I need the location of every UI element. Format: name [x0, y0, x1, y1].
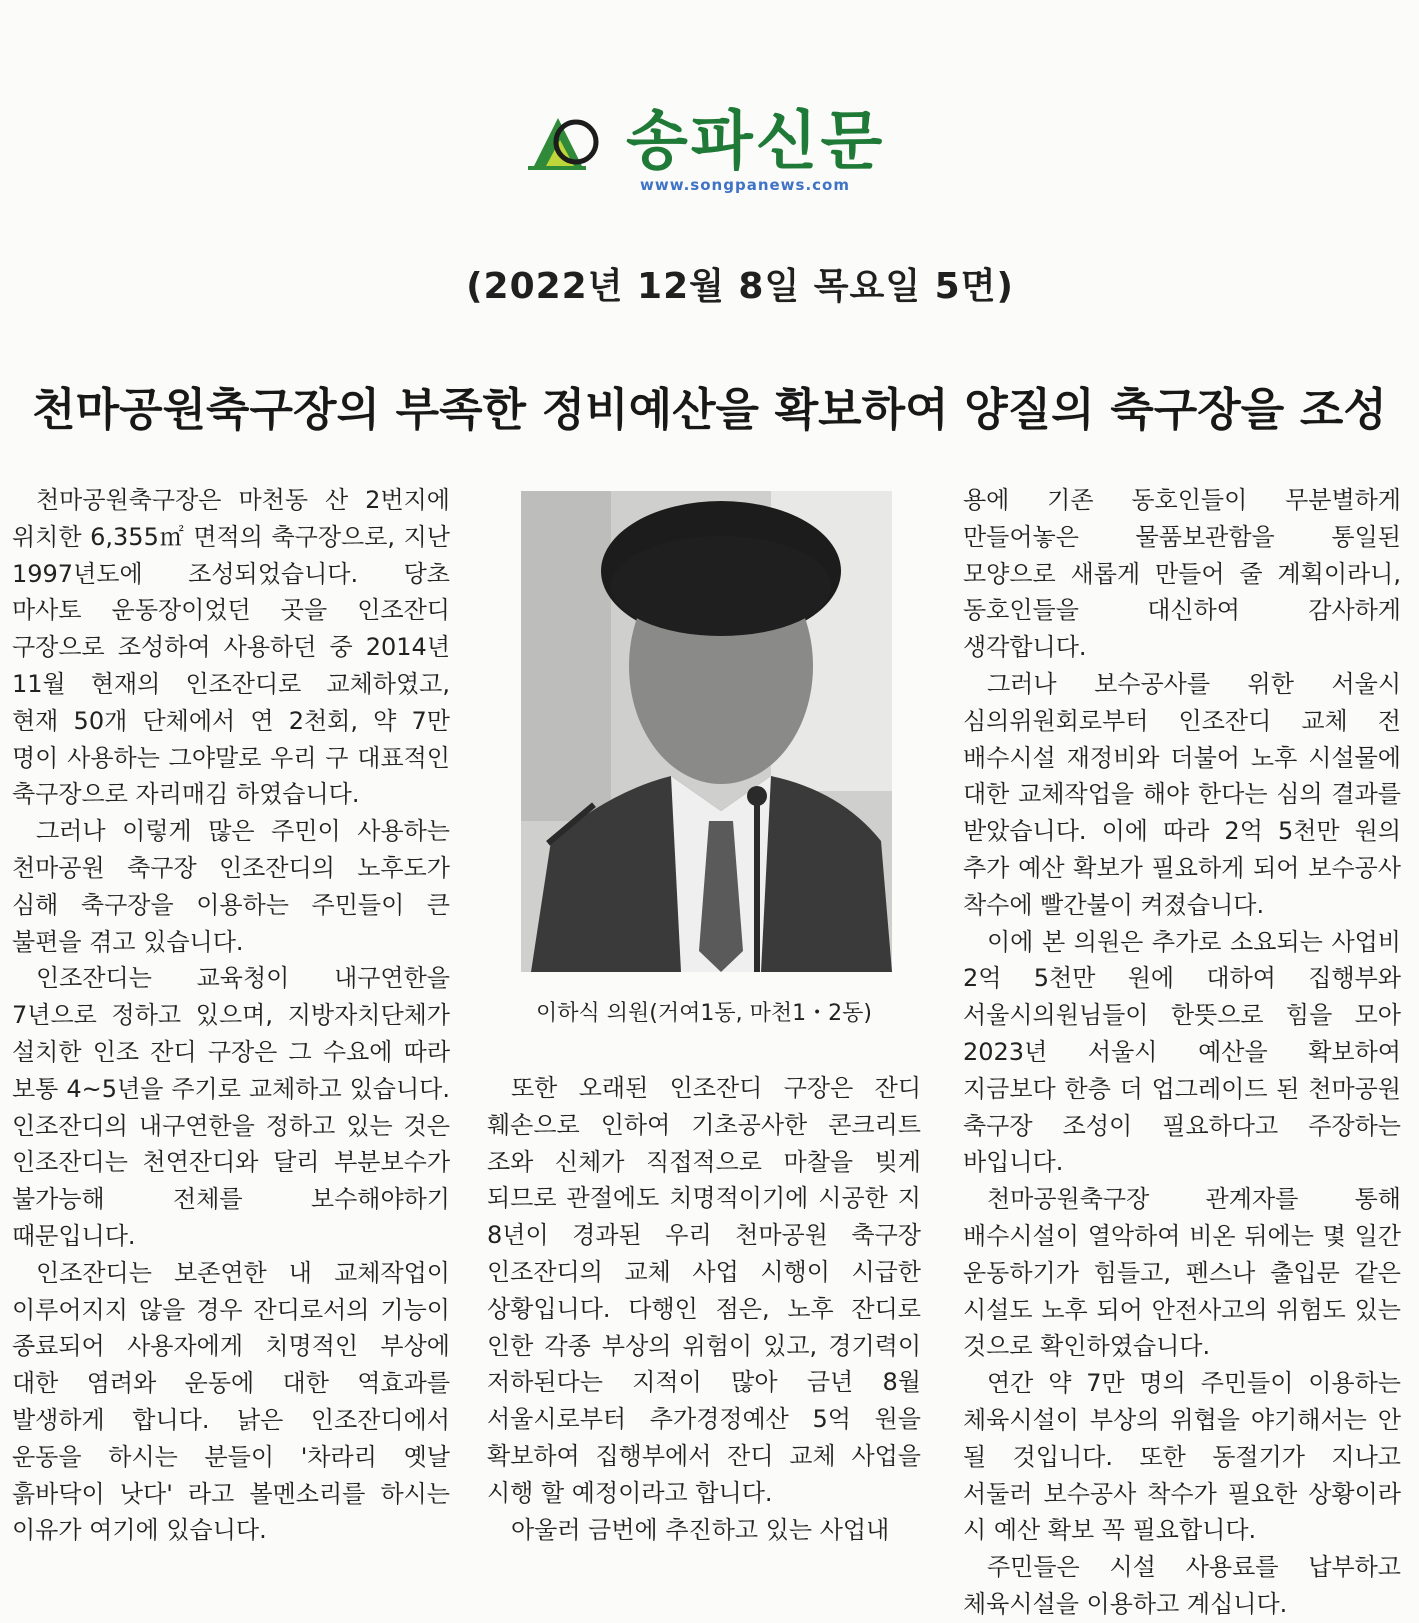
article-column-1: [12, 482, 450, 1549]
paragraph: 이에 본 의원은 추가로 소요되는 사업비 2억 5천만 원에 대하여 집행부와 서울시의원님들이 한뜻으로 힘을 모아 2023년 서울시 예산을 확보하여 지금보다 한층 더 업그레이드 된 천마공원 축구장 조성이 필요하다고 주장하는 바입니다.: [963, 927, 1401, 1177]
newspaper-url: www.songpanews.com: [640, 176, 850, 194]
paragraph: 천마공원축구장 관계자를 통해 배수시설이 열악하여 비온 뒤에는 몇 일간 운동하기가 힘들고, 펜스나 출입문 같은 시설도 노후 되어 안전사고의 위험도 있는 것으로 확인하였습니다.: [963, 1185, 1401, 1361]
paragraph: 인조잔디는 교육청이 내구연한을 7년으로 정하고 있으며, 지방자치단체가 설치한 인조 잔디 구장은 그 수요에 따라 보통 4~5년을 주기로 교체하고 있습니다. 인조잔디의 내구연한을 정하고 있는 것은 인조잔디는 천연잔디와 달리 부분보수가 불가능해 전체를 보수해야하기 때문입니다.: [12, 964, 450, 1250]
paragraph: 연간 약 7만 명의 주민들이 이용하는 체육시설이 부상의 위협을 야기해서는 안 될 것입니다. 또한 동절기가 지나고 서둘러 보수공사 착수가 필요한 상황이라 시 예산 확보 꼭 필요합니다.: [963, 1369, 1401, 1545]
paragraph: 또한 오래된 인조잔디 구장은 잔디 훼손으로 인하여 기초공사한 콘크리트 조와 신체가 직접적으로 마찰을 빚게 되므로 관절에도 치명적이기에 시공한 지 8년이 경과된 우리 천마공원 축구장 인조잔디의 교체 사업 시행이 시급한 상황입니다. 다행인 점은, 노후 잔디로 인한 각종 부상의 위험이 있고, 경기력이 저하된다는 지적이 많아 금년 8월 서울시로부터 추가경정예산 5억 원을 확보하여 집행부에서 잔디 교체 사업을 시행 할 예정이라고 합니다.: [487, 1074, 921, 1507]
photo-caption: 이하식 의원(거여1동, 마천1・2동): [536, 1001, 872, 1026]
masthead: [528, 100, 928, 200]
paragraph: 그러나 보수공사를 위한 서울시 심의위원회로부터 인조잔디 교체 전 배수시설 재정비와 더불어 노후 시설물에 대한 교체작업을 해야 한다는 심의 결과를 받았습니다. 이에 따라 2억 5천만 원의 추가 예산 확보가 필요하게 되어 보수공사 착수에 빨간불이 켜졌습니다.: [963, 669, 1401, 919]
paragraph: 천마공원축구장은 마천동 산 2번지에 위치한 6,355㎡ 면적의 축구장으로, 지난 1997년도에 조성되었습니다. 당초 마사토 운동장이었던 곳을 인조잔디 구장으로 조성하여 사용하던 중 2014년 11월 현재의 인조잔디로 교체하였고, 현재 50개 단체에서 연 2천회, 약 7만 명이 사용하는 그야말로 우리 구 대표적인 축구장으로 자리매김 하였습니다.: [12, 486, 450, 809]
paragraph: 그러나 이렇게 많은 주민이 사용하는 천마공원 축구장 인조잔디의 노후도가 심해 축구장을 이용하는 주민들이 큰 불편을 겪고 있습니다.: [12, 817, 450, 956]
paragraph: 용에 기존 동호인들이 무분별하게 만들어놓은 물품보관함을 통일된 모양으로 새롭게 만들어 줄 계획이라니, 동호인들을 대신하여 감사하게 생각합니다.: [963, 486, 1401, 662]
paragraph: 아울러 금번에 추진하고 있는 사업내: [511, 1515, 890, 1544]
article-column-2: [487, 1070, 921, 1548]
newspaper-name: 송파신문: [626, 105, 886, 179]
paragraph: 주민들은 시설 사용료를 납부하고 체육시설을 이용하고 계십니다.: [963, 1553, 1401, 1618]
article-column-3: [963, 482, 1401, 1623]
newspaper-logo-icon: [528, 110, 608, 172]
councilor-photo: [521, 491, 892, 972]
paragraph: 인조잔디는 보존연한 내 교체작업이 이루어지지 않을 경우 잔디로서의 기능이 종료되어 사용자에게 치명적인 부상에 대한 염려와 운동에 대한 역효과를 발생하게 합니다. 낡은 인조잔디에서 운동을 하시는 분들이 '차라리 옛날 흙바닥이 낫다' 라고 볼멘소리를 하시는 이유가 여기에 있습니다.: [12, 1258, 450, 1545]
article-headline: 천마공원축구장의 부족한 정비예산을 확보하여 양질의 축구장을 조성: [32, 383, 1387, 436]
dateline: (2022년 12월 8일 목요일 5면): [466, 266, 1014, 307]
